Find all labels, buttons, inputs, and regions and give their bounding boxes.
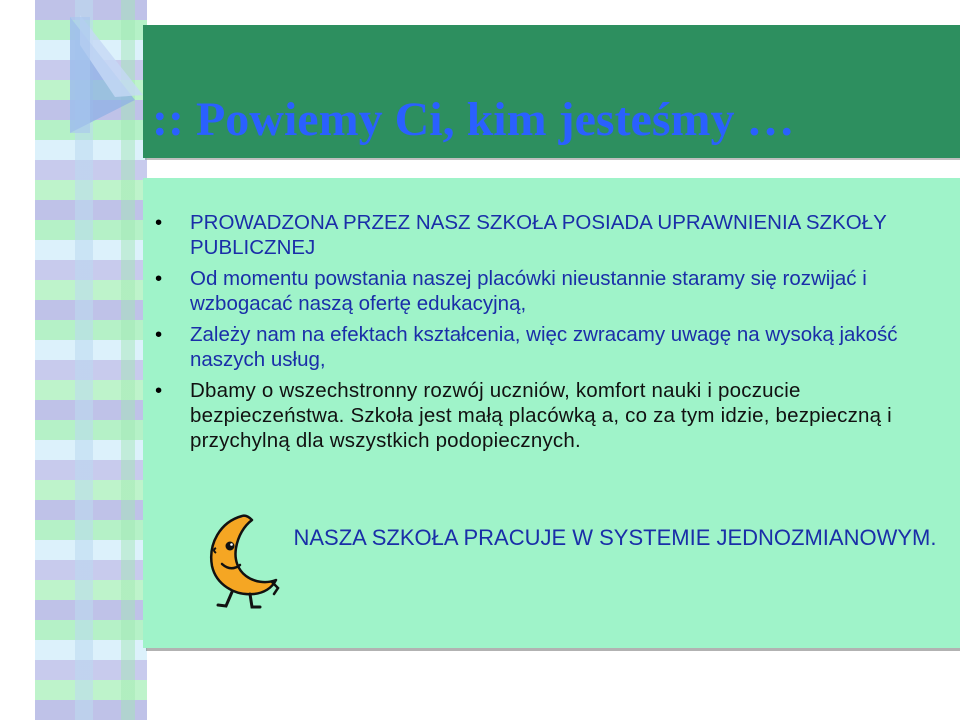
bullet-item: • Zależy nam na efektach kształcenia, więc zwracamy uwagę na wysoką jakość naszych usług, bbox=[190, 322, 935, 372]
moon-mascot-icon bbox=[198, 508, 280, 610]
corner-arrow-icon bbox=[55, 5, 145, 140]
bullet-item: • Dbamy o wszechstronny rozwój uczniów, komfort nauki i poczucie bezpieczeństwa. Szkoła jest małą placówką a, co za tym idzie, bezpieczną i przychylną dla wszystkich podopiecznych. bbox=[190, 378, 935, 453]
slide-title: :: Powiemy Ci, kim jesteśmy … bbox=[152, 93, 795, 146]
bullet-item: • Od momentu powstania naszej placówki nieustannie staramy się rozwijać i wzbogacać naszą ofertę edukacyjną, bbox=[190, 266, 935, 316]
bullet-list bbox=[190, 210, 935, 459]
footer-note: NASZA SZKOŁA PRACUJE W SYSTEMIE JEDNOZMIANOWYM. bbox=[293, 525, 937, 550]
bullet-item: • PROWADZONA PRZEZ NASZ SZKOŁA POSIADA UPRAWNIENIA SZKOŁY PUBLICZNEJ bbox=[190, 210, 935, 260]
